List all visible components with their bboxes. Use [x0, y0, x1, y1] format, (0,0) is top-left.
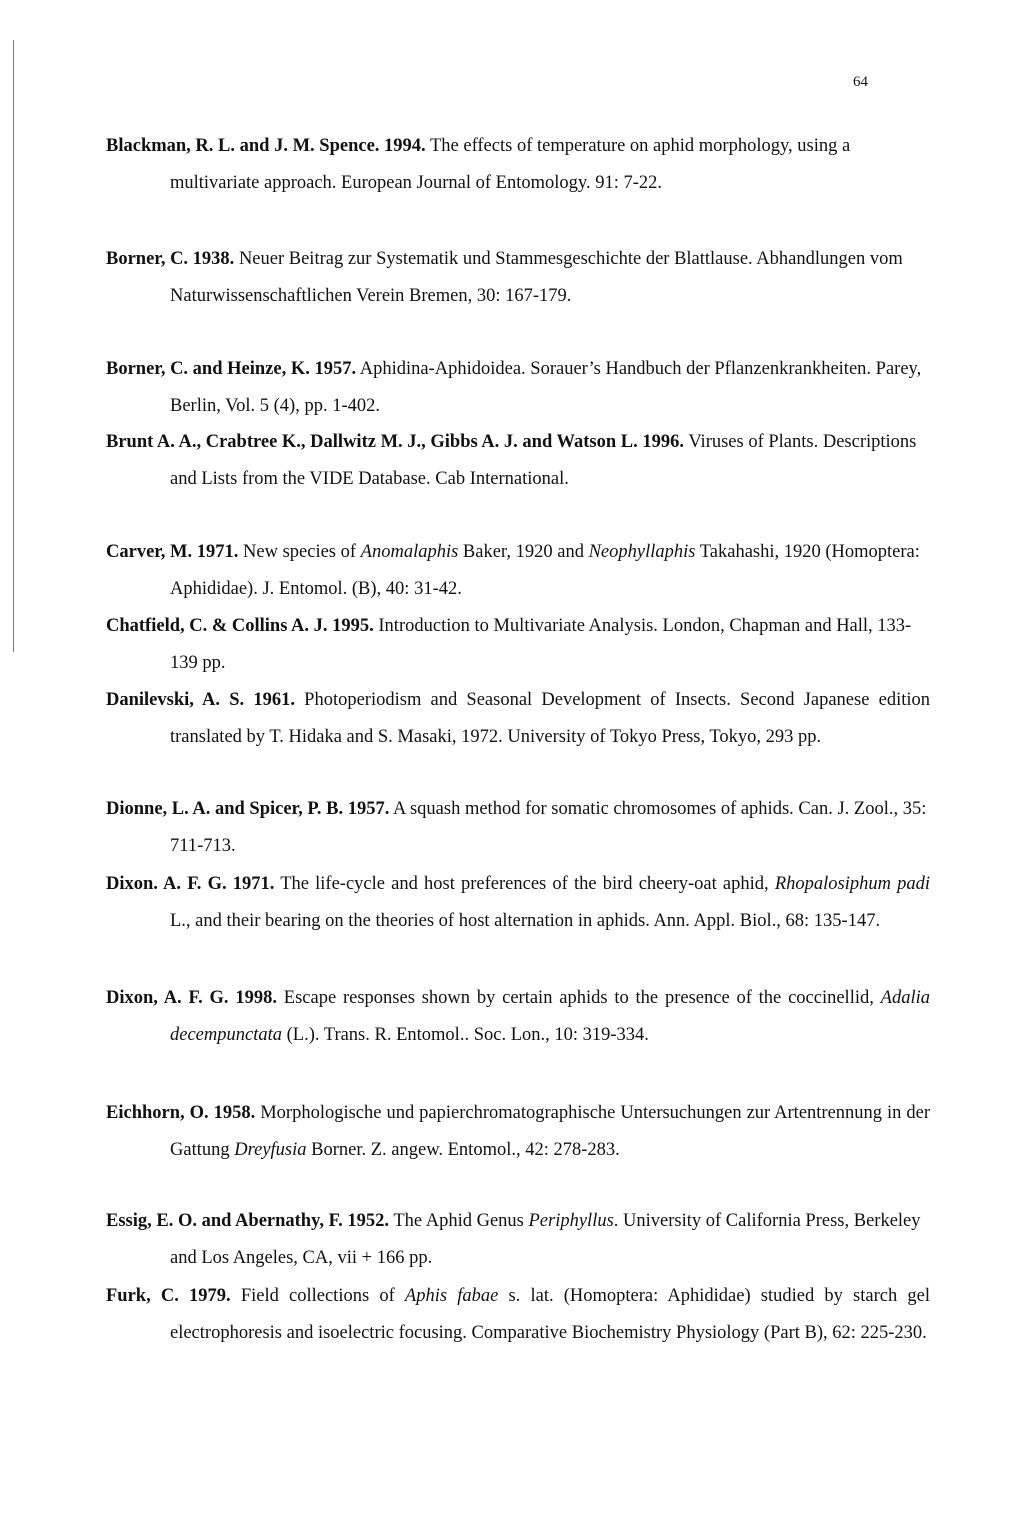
- reference-entry: [106, 791, 930, 864]
- reference-entry: [106, 1095, 930, 1168]
- reference-text: Escape responses shown by certain aphids to the presence of the coccinellid,: [283, 988, 881, 1008]
- reference-entry: [106, 980, 930, 1053]
- page-number: 64: [853, 74, 868, 90]
- reference-text: (L.). Trans. R. Entomol.. Soc. Lon., 10: 319-334.: [282, 1024, 649, 1045]
- reference-head: Dionne, L. A. and Spicer, P. B. 1957.: [106, 799, 390, 819]
- reference-text: A squash method for somatic chromosomes of aphids. Can. J. Zool., 35: 711-713.: [170, 799, 927, 856]
- reference-head: Dixon, A. F. G. 1998.: [106, 988, 277, 1008]
- reference-text: Field collections of: [240, 1286, 405, 1306]
- reference-text: Borner. Z. angew. Entomol., 42: 278-283.: [306, 1139, 620, 1160]
- reference-text: Aphidina-Aphidoidea. Sorauer’s Handbuch der Pflanzenkrankheiten. Parey, Berlin, Vol. 5 (4), pp. 1-402.: [170, 359, 922, 416]
- reference-text: Introduction to Multivariate Analysis. London, Chapman and Hall, 133-139 pp.: [170, 616, 912, 673]
- reference-head: Chatfield, C. & Collins A. J. 1995.: [106, 616, 374, 636]
- reference-text: Viruses of Plants. Descriptions and Lists from the VIDE Database. Cab International.: [170, 432, 917, 489]
- reference-head: Essig, E. O. and Abernathy, F. 1952.: [106, 1211, 390, 1231]
- reference-head: Carver, M. 1971.: [106, 542, 239, 562]
- reference-entry: [106, 351, 930, 424]
- taxon-name: Dreyfusia: [234, 1139, 307, 1160]
- reference-text: The Aphid Genus: [393, 1211, 529, 1231]
- taxon-name: Rhopalosiphum padi: [774, 874, 931, 894]
- reference-text: L., and their bearing on the theories of host alternation in aphids. Ann. Appl. Biol., 68: 135-147.: [170, 910, 881, 931]
- reference-entry: [106, 866, 930, 939]
- reference-head: Brunt A. A., Crabtree K., Dallwitz M. J., Gibbs A. J. and Watson L. 1996.: [106, 432, 685, 452]
- reference-text: The effects of temperature on aphid morphology, using a multivariate approach. European Journal of Entomology. 91: 7-22.: [170, 136, 851, 193]
- taxon-name: Anomalaphis: [360, 542, 459, 562]
- reference-text: Takahashi, 1920 (Homoptera: Aphididae). J. Entomol. (B), 40: 31-42.: [170, 542, 920, 599]
- reference-text: s. lat. (Homoptera: Aphididae) studied by starch gel electrophoresis and isoelectric focusing. Comparative Biochemistry Physiology (Part B), 62: 225-230.: [170, 1286, 930, 1343]
- reference-entry: [106, 128, 930, 201]
- reference-text: New species of: [243, 542, 361, 562]
- reference-head: Danilevski, A. S. 1961.: [106, 690, 295, 710]
- reference-text: Baker, 1920 and: [458, 542, 589, 562]
- reference-entry: [106, 608, 930, 681]
- taxon-name: Neophyllaphis: [588, 542, 696, 562]
- reference-head: Furk, C. 1979.: [106, 1286, 231, 1306]
- reference-text: The life-cycle and host preferences of the bird cheery-oat aphid,: [280, 874, 775, 894]
- reference-entry: [106, 534, 930, 607]
- taxon-name: Aphis fabae: [404, 1286, 499, 1306]
- scan-edge-line: [13, 40, 14, 652]
- reference-entry: [106, 1278, 930, 1351]
- reference-entry: [106, 1203, 930, 1276]
- reference-text: Morphologische und papierchromatographische Untersuchungen zur Artentrennung in der Gattung: [170, 1103, 930, 1160]
- reference-entry: [106, 424, 930, 497]
- reference-head: Dixon. A. F. G. 1971.: [106, 874, 275, 894]
- reference-head: Borner, C. and Heinze, K. 1957.: [106, 359, 357, 379]
- reference-entry: [106, 241, 930, 314]
- reference-text: Photoperiodism and Seasonal Development of Insects. Second Japanese edition translated by T. Hidaka and S. Masaki, 1972. University of Tokyo Press, Tokyo, 293 pp.: [170, 690, 930, 747]
- reference-head: Blackman, R. L. and J. M. Spence. 1994.: [106, 136, 426, 156]
- reference-entry: [106, 682, 930, 755]
- taxon-name: Adalia decempunctata: [170, 988, 931, 1045]
- reference-text: Neuer Beitrag zur Systematik und Stammesgeschichte der Blattlause. Abhandlungen vom Naturwissenschaftlichen Verein Bremen, 30: 167-179.: [170, 249, 903, 306]
- taxon-name: Periphyllus: [528, 1211, 614, 1231]
- reference-head: Borner, C. 1938.: [106, 249, 235, 269]
- reference-text: . University of California Press, Berkeley and Los Angeles, CA, vii + 166 pp.: [170, 1211, 921, 1268]
- reference-head: Eichhorn, O. 1958.: [106, 1103, 256, 1123]
